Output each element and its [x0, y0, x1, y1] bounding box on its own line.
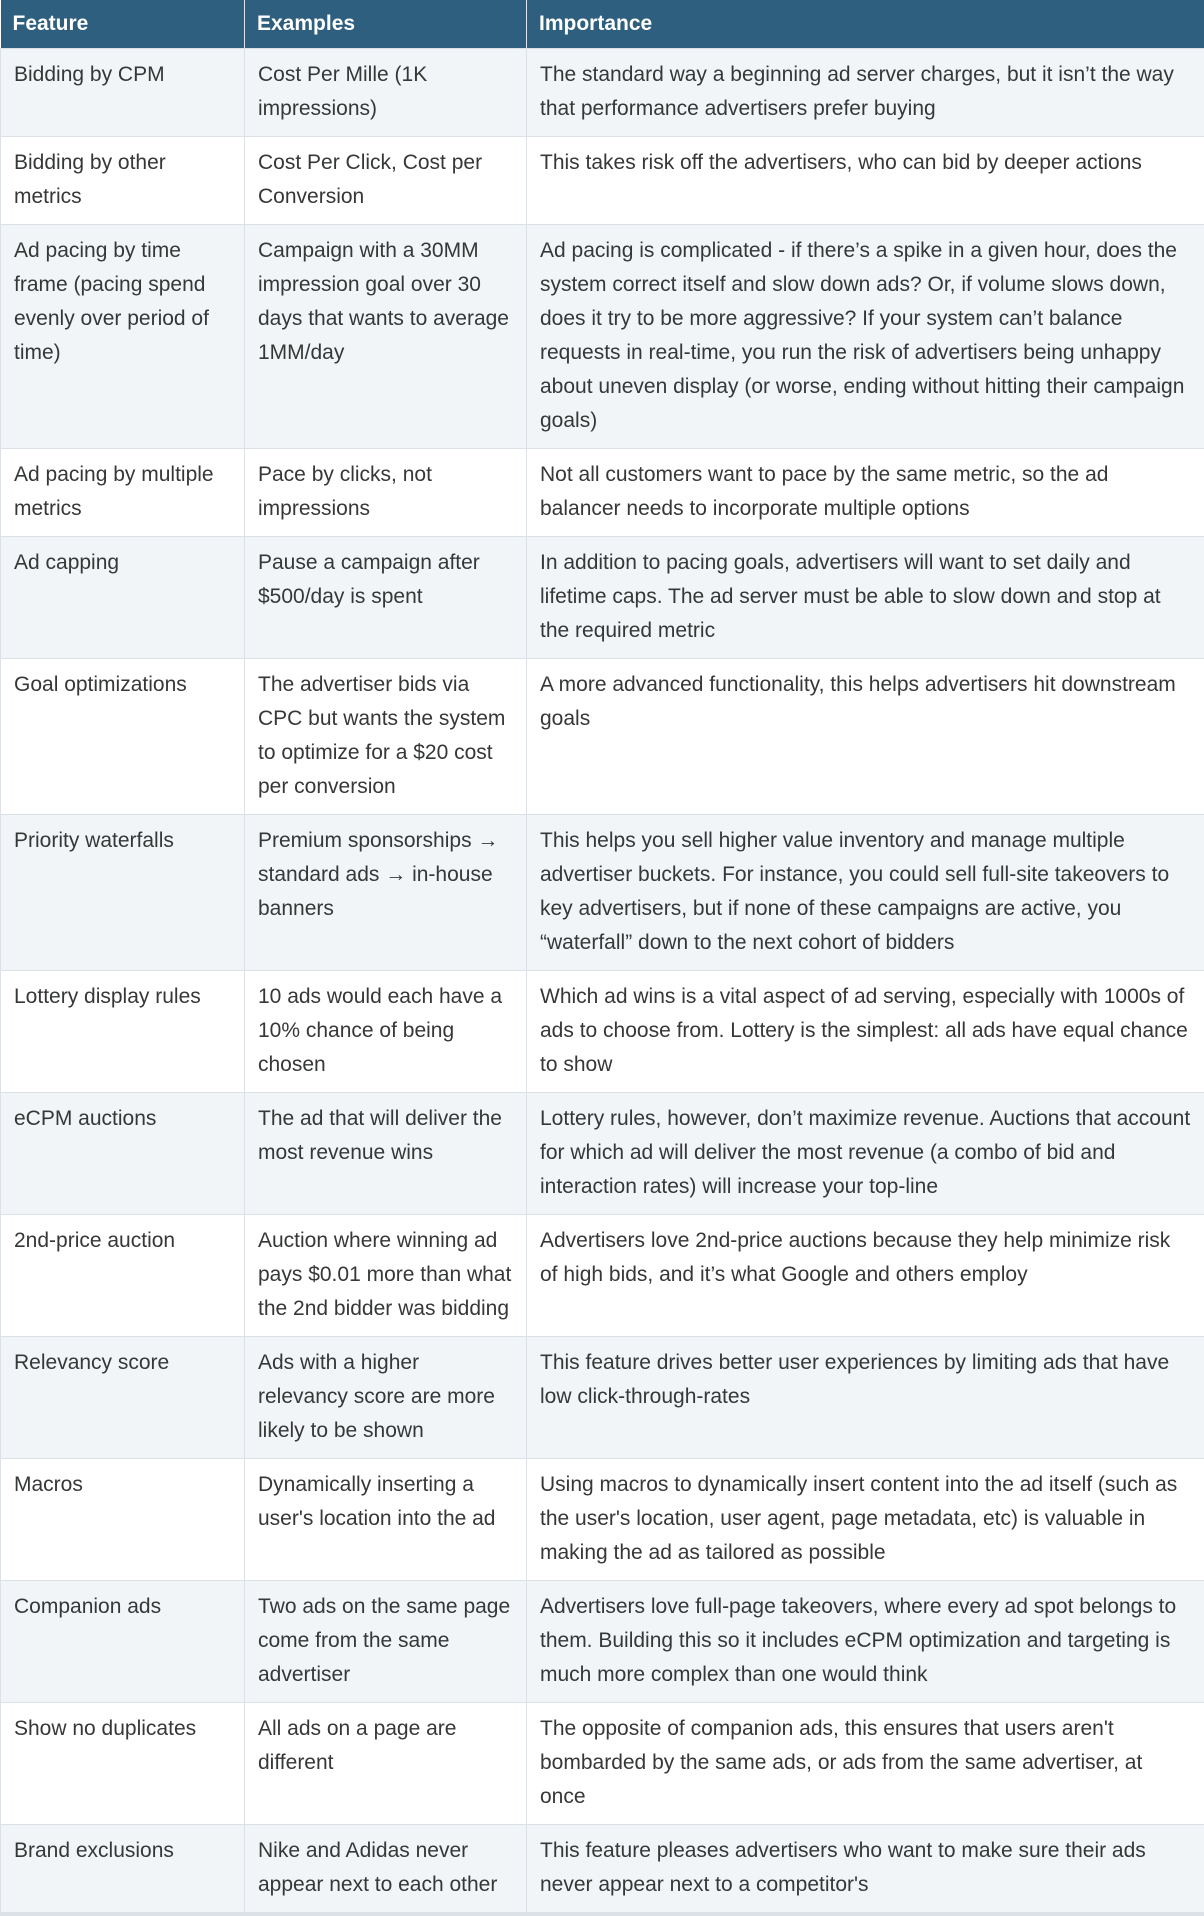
- examples-cell: Ads with a higher relevancy score are more likely to be shown: [245, 1337, 527, 1459]
- table-row: [1, 49, 1204, 137]
- importance-cell: Ad pacing is complicated - if there’s a spike in a given hour, does the system correct itself and slow down ads? Or, if volume slows down, does it try to be more aggressive? If your system can’t balance requests in real-time, you run the risk of advertisers being unhappy about uneven display (or worse, ending without hitting their campaign goals): [527, 225, 1204, 449]
- feature-cell: Brand exclusions: [1, 1825, 245, 1915]
- table-row: [1, 1581, 1204, 1703]
- header-importance: Importance: [527, 0, 1204, 49]
- table-row: [1, 1093, 1204, 1215]
- examples-cell: Pace by clicks, not impressions: [245, 449, 527, 537]
- examples-cell: Premium sponsorships → standard ads → in-house banners: [245, 815, 527, 971]
- importance-cell: Advertisers love 2nd-price auctions because they help minimize risk of high bids, and it’s what Google and others employ: [527, 1215, 1204, 1337]
- importance-cell: In addition to pacing goals, advertisers will want to set daily and lifetime caps. The ad server must be able to slow down and stop at the required metric: [527, 537, 1204, 659]
- feature-cell: Priority waterfalls: [1, 815, 245, 971]
- importance-cell: This helps you sell higher value inventory and manage multiple advertiser buckets. For instance, you could sell full-site takeovers to key advertisers, but if none of these campaigns are active, you “waterfall” down to the next cohort of bidders: [527, 815, 1204, 971]
- importance-cell: Not all customers want to pace by the same metric, so the ad balancer needs to incorporate multiple options: [527, 449, 1204, 537]
- importance-cell: Advertisers love full-page takeovers, where every ad spot belongs to them. Building this so it includes eCPM optimization and targeting is much more complex than one would think: [527, 1581, 1204, 1703]
- examples-cell: Nike and Adidas never appear next to each other: [245, 1825, 527, 1915]
- table-body: [1, 49, 1204, 1915]
- importance-cell: A more advanced functionality, this helps advertisers hit downstream goals: [527, 659, 1204, 815]
- examples-cell: The advertiser bids via CPC but wants the system to optimize for a $20 cost per conversion: [245, 659, 527, 815]
- importance-cell: Using macros to dynamically insert content into the ad itself (such as the user's location, user agent, page metadata, etc) is valuable in making the ad as tailored as possible: [527, 1459, 1204, 1581]
- examples-cell: Two ads on the same page come from the same advertiser: [245, 1581, 527, 1703]
- feature-cell: Show no duplicates: [1, 1703, 245, 1825]
- importance-cell: The opposite of companion ads, this ensures that users aren't bombarded by the same ads, or ads from the same advertiser, at once: [527, 1703, 1204, 1825]
- table-row: [1, 1459, 1204, 1581]
- feature-cell: Ad pacing by multiple metrics: [1, 449, 245, 537]
- header-examples: Examples: [245, 0, 527, 49]
- examples-cell: 10 ads would each have a 10% chance of being chosen: [245, 971, 527, 1093]
- examples-cell: The ad that will deliver the most revenue wins: [245, 1093, 527, 1215]
- feature-cell: Ad pacing by time frame (pacing spend evenly over period of time): [1, 225, 245, 449]
- table-row: [1, 659, 1204, 815]
- table-row: [1, 1215, 1204, 1337]
- examples-cell: Campaign with a 30MM impression goal over 30 days that wants to average 1MM/day: [245, 225, 527, 449]
- examples-cell: Cost Per Click, Cost per Conversion: [245, 137, 527, 225]
- feature-cell: Macros: [1, 1459, 245, 1581]
- feature-cell: eCPM auctions: [1, 1093, 245, 1215]
- table-row: [1, 1337, 1204, 1459]
- table-row: [1, 1703, 1204, 1825]
- feature-cell: Relevancy score: [1, 1337, 245, 1459]
- importance-cell: Which ad wins is a vital aspect of ad serving, especially with 1000s of ads to choose from. Lottery is the simplest: all ads have equal chance to show: [527, 971, 1204, 1093]
- examples-cell: Auction where winning ad pays $0.01 more than what the 2nd bidder was bidding: [245, 1215, 527, 1337]
- table-row: [1, 449, 1204, 537]
- examples-cell: Dynamically inserting a user's location into the ad: [245, 1459, 527, 1581]
- header-feature: Feature: [1, 0, 245, 49]
- table-row: [1, 971, 1204, 1093]
- feature-cell: Bidding by CPM: [1, 49, 245, 137]
- table-row: [1, 225, 1204, 449]
- feature-cell: Goal optimizations: [1, 659, 245, 815]
- feature-cell: Lottery display rules: [1, 971, 245, 1093]
- importance-cell: The standard way a beginning ad server charges, but it isn’t the way that performance advertisers prefer buying: [527, 49, 1204, 137]
- importance-cell: Lottery rules, however, don’t maximize revenue. Auctions that account for which ad will deliver the most revenue (a combo of bid and interaction rates) will increase your top-line: [527, 1093, 1204, 1215]
- examples-cell: All ads on a page are different: [245, 1703, 527, 1825]
- importance-cell: This feature drives better user experiences by limiting ads that have low click-through-rates: [527, 1337, 1204, 1459]
- examples-cell: Pause a campaign after $500/day is spent: [245, 537, 527, 659]
- importance-cell: This takes risk off the advertisers, who can bid by deeper actions: [527, 137, 1204, 225]
- header-row: [1, 0, 1204, 49]
- importance-cell: This feature pleases advertisers who want to make sure their ads never appear next to a competitor's: [527, 1825, 1204, 1915]
- examples-cell: Cost Per Mille (1K impressions): [245, 49, 527, 137]
- table-row: [1, 815, 1204, 971]
- table-row: [1, 137, 1204, 225]
- feature-cell: Ad capping: [1, 537, 245, 659]
- feature-cell: 2nd-price auction: [1, 1215, 245, 1337]
- table-header: [1, 0, 1204, 49]
- table-row: [1, 1825, 1204, 1915]
- feature-cell: Bidding by other metrics: [1, 137, 245, 225]
- table-row: [1, 537, 1204, 659]
- feature-cell: Companion ads: [1, 1581, 245, 1703]
